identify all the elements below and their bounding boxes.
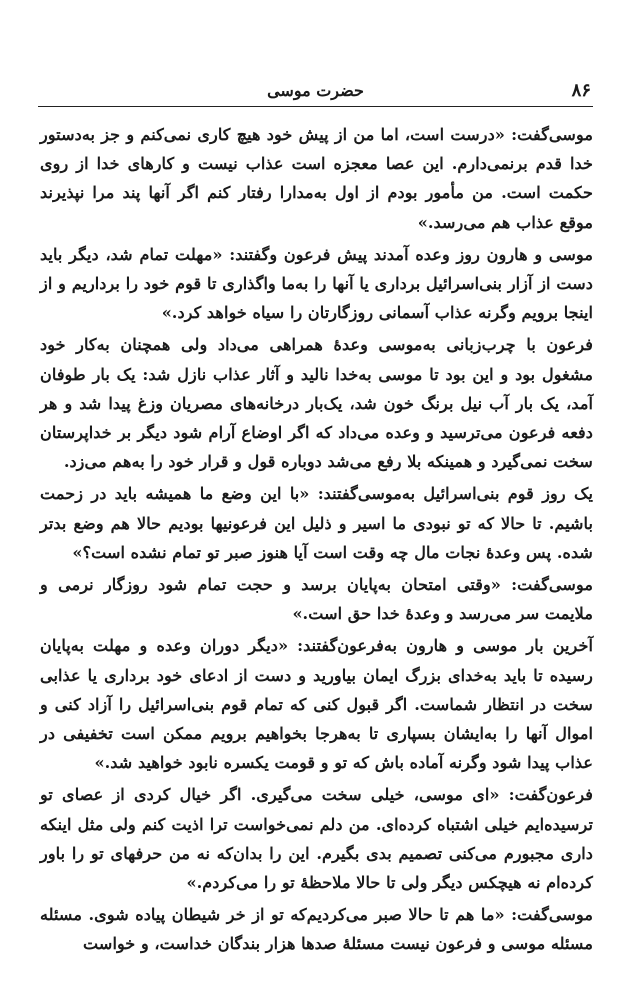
paragraph: یک روز قوم بنی‌اسرائیل به‌موسی‌گفتند: «با این وضع ما همیشه باید در زحمت باشیم. تا حالا که تو نبودی ما اسیر و ذلیل این فرعونیها بودیم حالا هم وضع بدتر شده. پس وعدهٔ نجات مال چه وقت است آیا هنوز صبر تو تمام نشده است؟» <box>40 484 593 562</box>
header-rule <box>38 106 593 107</box>
paragraph: موسی‌گفت: «درست است، اما من از پیش خود هیچ کاری نمی‌کنم و جز به‌دستور خدا قدم برنمی‌دارم. این عصا معجزه است عذاب نیست و کارهای خدا از روی حکمت است. من مأمور بودم از اول به‌مدارا رفتار کنم اگر آنها پند مرا نپذیرند موقع عذاب هم می‌رسد.» <box>40 125 593 232</box>
page-header <box>40 78 591 106</box>
paragraph: موسی‌گفت: «وقتی امتحان به‌پایان برسد و حجت تمام شود روزگار نرمی و ملایمت سر می‌رسد و وعدهٔ خدا حق است.» <box>40 575 593 624</box>
body-text <box>40 120 593 959</box>
paragraph: فرعون‌گفت: «ای موسی، خیلی سخت می‌گیری. اگر خیال کردی از عصای تو ترسیده‌ایم خیلی اشتباه کرده‌ای. من دلم نمی‌خواست ترا اذیت کنم ولی مثل اینکه داری مجبورم می‌کنی تصمیم بدی بگیرم. این را بدان‌که نه من حرفهای تو را باور کرده‌ام نه هیچکس دیگر ولی تا حالا ملاحظهٔ تو را می‌کردم.» <box>40 785 593 893</box>
paragraph: آخرین بار موسی و هارون به‌فرعون‌گفتند: «دیگر دوران وعده و مهلت به‌پایان رسیده تا باید به‌خدای بزرگ ایمان بیاورید و دست از ادعای خود برداری یا عذابی سخت در انتظار شماست. اگر قبول کنی که تمام قوم بنی‌اسرائیل را آزاد کنی و اموال آنها را به‌ایشان بسپاری تا به‌هرجا بخواهیم برویم ممکن است تخفیفی در عذاب پیدا شود وگرنه آماده باش که تو و قومت یکسره نابود خواهید شد.» <box>40 636 593 773</box>
paragraph: موسی و هارون روز وعده آمدند پیش فرعون وگفتند: «مهلت تمام شد، دیگر باید دست از آزار بنی‌اسرائیل برداری یا آنها را به‌ما واگذاری تا قوم خود را برداریم و از اینجا برویم وگرنه عذاب آسمانی روزگارتان را سیاه خواهد کرد.» <box>40 244 593 323</box>
paragraph: موسی‌گفت: «ما هم تا حالا صبر می‌کردیم‌که تو از خر شیطان پیاده شوی. مسئله مسئله موسی و فرعون نیست مسئلهٔ صدها هزار بندگان خداست، و خواست <box>40 905 593 954</box>
paragraph: فرعون با چرب‌زبانی به‌موسی وعدهٔ همراهی می‌داد ولی همچنان به‌کار خود مشغول بود و این بود تا موسی به‌خدا نالید و آثار عذاب نازل شد: یک بار طوفان آمد، یک بار آب نیل برنگ خون شد، یک‌بار درخانه‌های مصریان وزغ پیدا شد و هر دفعه فرعون می‌ترسید و وعده می‌داد که اگر اوضاع آرام شود دیگر بر خداپرستان سخت نمی‌گیرد و همینکه بلا رفع می‌شد دوباره قول و قرار خود را به‌هم می‌زد. <box>40 335 593 472</box>
page-number: ۸۶ <box>571 80 591 101</box>
running-title: حضرت موسی <box>267 81 364 100</box>
